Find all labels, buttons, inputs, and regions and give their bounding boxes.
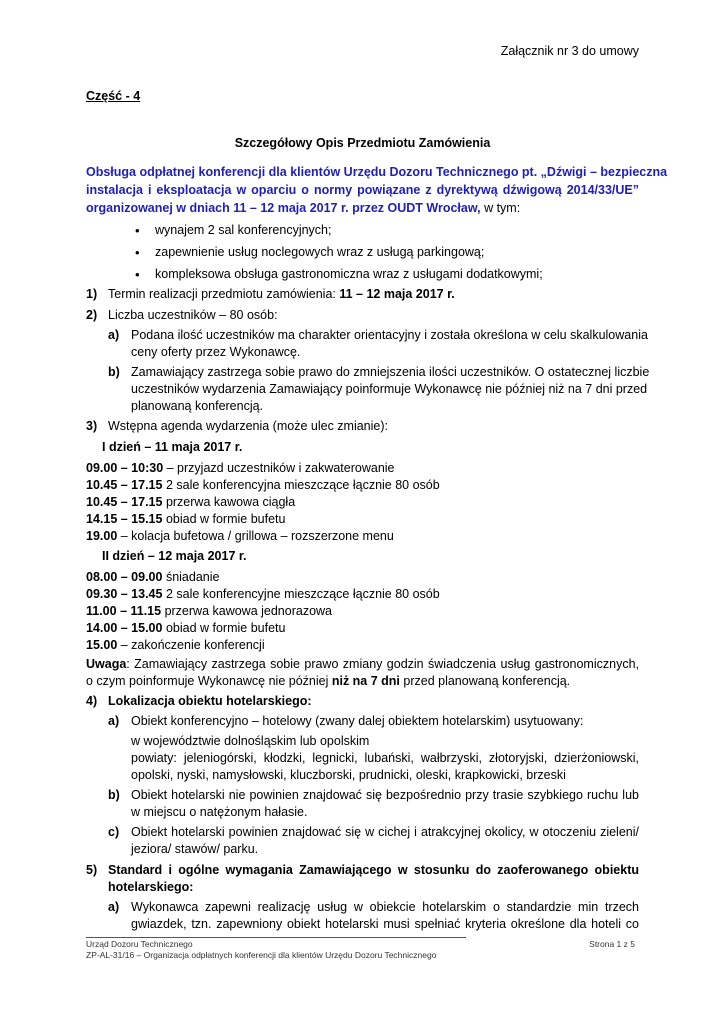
part-heading: Część - 4 (86, 89, 141, 103)
intro-line-1: Obsługa odpłatnej konferencji dla klientów Urzędu Dozoru Technicznego pt. „Dźwigi – bezpieczna (86, 165, 668, 179)
agenda-item (86, 586, 440, 603)
section-1-number: 1) (86, 287, 98, 301)
agenda-time: 11.00 – 11.15 (86, 604, 162, 618)
section-5-title-line-2: hotelarskiego: (108, 880, 194, 894)
section-4c-line-1: Obiekt hotelarski powinien znajdować się w cichej i atrakcyjnej okolicy, w otoczeniu zieleni/ (131, 825, 639, 839)
agenda-desc: obiad w formie bufetu (162, 512, 286, 526)
agenda-item (86, 477, 440, 494)
agenda-item (86, 460, 395, 477)
agenda-note-line-1 (86, 656, 639, 673)
agenda-desc: obiad w formie bufetu (162, 621, 286, 635)
intro-dates: organizowanej w dniach 11 – 12 maja 2017 r. przez OUDT Wrocław, (86, 201, 481, 215)
bullet-item: • wynajem 2 sal konferencyjnych; (155, 222, 331, 239)
day-1-heading: I dzień – 11 maja 2017 r. (102, 440, 243, 454)
agenda-time: 10.45 – 17.15 (86, 495, 163, 509)
section-2a-line-2: ceny oferty przez Wykonawcę. (131, 345, 301, 359)
agenda-desc: śniadanie (162, 570, 220, 584)
section-4a-label: a) (108, 714, 120, 728)
section-5a-line-2: gwiazdek, tzn. zapewniony obiekt hotelarski musi spełniać kryteria określone dla hoteli co (131, 917, 639, 931)
section-4c-line-2: jeziora/ stawów/ parku. (131, 842, 259, 856)
agenda-item (86, 528, 394, 545)
agenda-item (86, 569, 219, 586)
agenda-time: 15.00 (86, 638, 118, 652)
agenda-desc: – przyjazd uczestników i zakwaterowanie (163, 461, 395, 475)
agenda-item (86, 494, 295, 511)
agenda-desc: 2 sale konferencyjne mieszczące łącznie 80 osób (162, 587, 440, 601)
agenda-item (86, 637, 265, 654)
section-1-text (108, 286, 455, 303)
section-2a-line-1: Podana ilość uczestników ma charakter orientacyjny i została określona w celu skalkulowania (131, 328, 648, 342)
note-text: o czym poinformuje Wykonawcę nie później (86, 674, 332, 688)
bullet-item: • zapewnienie usług noclegowych wraz z usługą parkingową; (155, 244, 484, 261)
section-4a-line-1: Obiekt konferencyjno – hotelowy (zwany dalej obiektem hotelarskim) usytuowany: (131, 714, 584, 728)
intro-tail: w tym: (480, 201, 521, 215)
section-2a-label: a) (108, 328, 120, 342)
intro-line-2: instalacja i eksploatacja w oparciu o normy powiązane z dyrektywą dźwigową 2014/33/UE” (86, 183, 639, 197)
agenda-desc: – zakończenie konferencji (117, 638, 265, 652)
section-4a-line-2: w województwie dolnośląskim lub opolskim (131, 734, 370, 748)
footer-document-reference: ZP-AL-31/16 – Organizacja odpłatnych konferencji dla klientów Urzędu Dozoru Technicznego (86, 950, 437, 960)
section-1-label: Termin realizacji przedmiotu zamówienia: (108, 287, 340, 301)
agenda-desc: – kolacja bufetowa / grillowa – rozszerzone menu (117, 529, 394, 543)
section-1-dates: 11 – 12 maja 2017 r. (339, 287, 455, 301)
note-text: : Zamawiający zastrzega sobie prawo zmiany godzin świadczenia usług gastronomicznych, (126, 657, 639, 671)
agenda-item (86, 603, 332, 620)
section-2b-line-1: Zamawiający zastrzega sobie prawo do zmniejszenia ilości uczestników. O ostatecznej liczbie (131, 365, 650, 379)
section-2b-label: b) (108, 365, 120, 379)
section-5-title-line-1: Standard i ogólne wymagania Zamawiającego w stosunku do zaoferowanego obiektu (108, 863, 639, 877)
agenda-item (86, 511, 285, 528)
section-4-number: 4) (86, 694, 98, 708)
agenda-time: 14.00 – 15.00 (86, 621, 163, 635)
agenda-time: 19.00 (86, 529, 118, 543)
note-label: Uwaga (86, 657, 127, 671)
intro-line-3 (86, 200, 520, 217)
footer-organization: Urząd Dozoru Technicznego (86, 939, 193, 949)
section-5a-line-1: Wykonawca zapewni realizację usług w obiekcie hotelarskim o standardzie min trzech (131, 900, 639, 914)
agenda-desc: 2 sale konferencyjna mieszczące łącznie 80 osób (162, 478, 440, 492)
agenda-time: 10.45 – 17.15 (86, 478, 163, 492)
section-4c-label: c) (108, 825, 120, 839)
section-4-title: Lokalizacja obiektu hotelarskiego: (108, 694, 312, 708)
section-3-number: 3) (86, 419, 98, 433)
section-4b-line-1: Obiekt hotelarski nie powinien znajdować się bezpośrednio przy trasie szybkiego ruchu lub (131, 788, 639, 802)
day-2-heading: II dzień – 12 maja 2017 r. (102, 549, 247, 563)
agenda-note-line-2 (86, 673, 570, 690)
section-4b-line-2: w miejscu o natężonym hałasie. (131, 805, 308, 819)
agenda-time: 09.00 – 10:30 (86, 461, 164, 475)
section-2b-line-3: planowaną konferencją. (131, 399, 264, 413)
section-2b-line-2: uczestników wydarzenia Zamawiający poinformuje Wykonawcę nie później niż na 7 dni przed (131, 382, 648, 396)
section-2-number: 2) (86, 308, 98, 322)
note-text: przed planowaną konferencją. (399, 674, 571, 688)
agenda-desc: przerwa kawowa ciągła (162, 495, 296, 509)
section-4b-label: b) (108, 788, 120, 802)
agenda-time: 09.30 – 13.45 (86, 587, 163, 601)
section-4a-line-3: powiaty: jeleniogórski, kłodzki, legnicki, lubański, wałbrzyski, złotoryjski, dzierżoniowski, (131, 751, 639, 765)
section-2-text: Liczba uczestników – 80 osób: (108, 308, 278, 322)
page-title: Szczegółowy Opis Przedmiotu Zamówienia (234, 136, 491, 150)
agenda-time: 14.15 – 15.15 (86, 512, 163, 526)
note-deadline: niż na 7 dni (331, 674, 400, 688)
section-5a-label: a) (108, 900, 120, 914)
footer-divider (86, 937, 466, 938)
agenda-desc: przerwa kawowa jednorazowa (161, 604, 333, 618)
section-3-text: Wstępna agenda wydarzenia (może ulec zmianie): (108, 419, 388, 433)
agenda-item (86, 620, 285, 637)
section-5-number: 5) (86, 863, 98, 877)
section-4a-line-4: opolski, nyski, namysłowski, kluczborski, prudnicki, oleski, krapkowicki, brzeski (131, 768, 566, 782)
agenda-time: 08.00 – 09.00 (86, 570, 163, 584)
bullet-item: • kompleksowa obsługa gastronomiczna wraz z usługami dodatkowymi; (155, 266, 543, 283)
annex-label: Załącznik nr 3 do umowy (500, 44, 639, 58)
footer-page-number: Strona 1 z 5 (589, 939, 635, 949)
